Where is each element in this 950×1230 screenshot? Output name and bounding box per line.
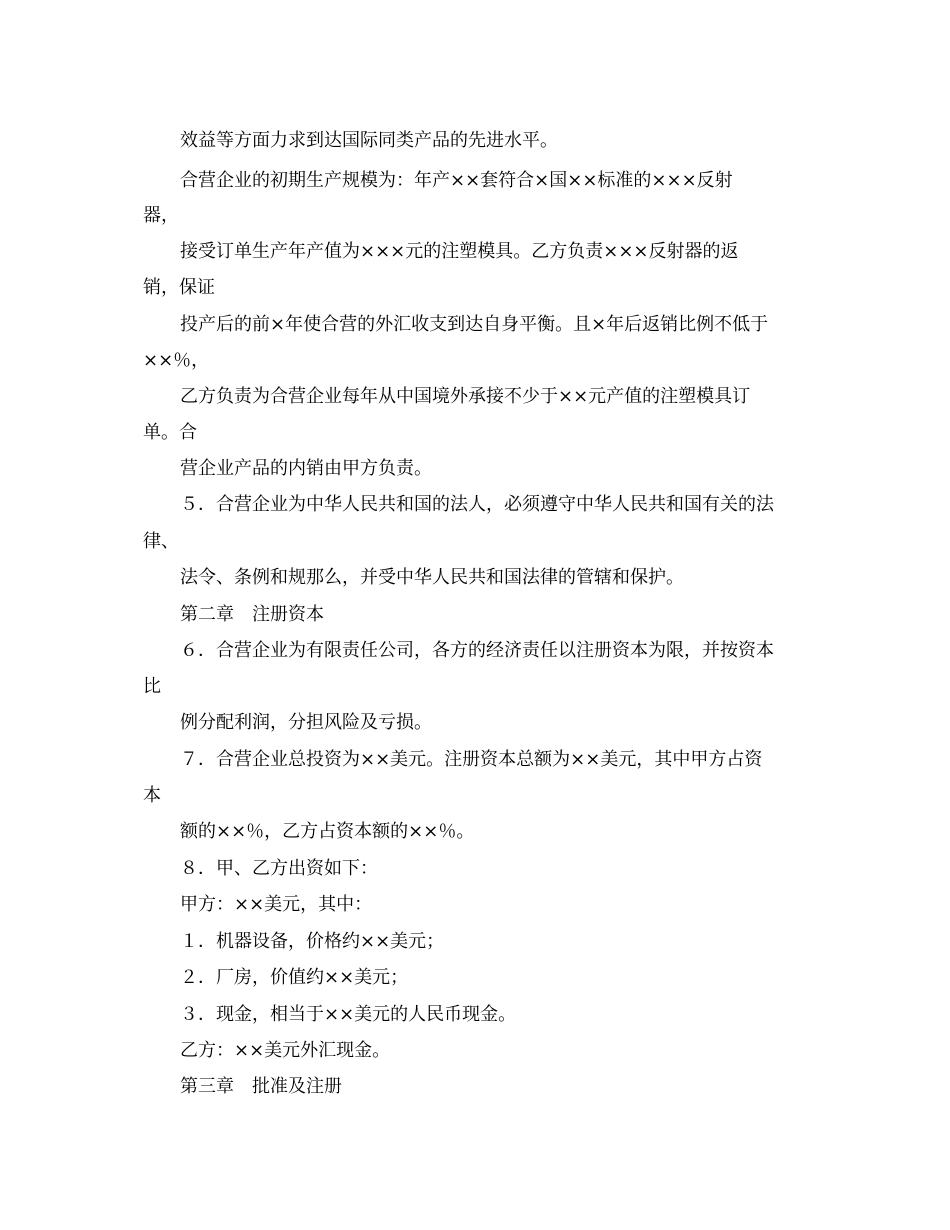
chapter-heading: 第三章 批准及注册 xyxy=(180,1076,342,1097)
paragraph-line: 营企业产品的内销由甲方负责。 xyxy=(180,458,432,479)
paragraph-line: 效益等方面力求到达国际同类产品的先进水平。 xyxy=(180,130,558,151)
paragraph-line: 器， xyxy=(143,205,179,226)
chapter-heading: 第二章 注册资本 xyxy=(180,604,324,625)
paragraph-line: ５．合营企业为中华人民共和国的法人，必须遵守中华人民共和国有关的法 xyxy=(180,494,774,515)
paragraph-line: ××％， xyxy=(143,350,210,371)
paragraph-line: 比 xyxy=(143,676,161,697)
list-item: ２．厂房，价值约××美元； xyxy=(180,967,409,988)
paragraph-line: 单。合 xyxy=(143,422,197,443)
paragraph-line: 额的××％，乙方占资本额的××％。 xyxy=(180,821,475,842)
list-item: ３．现金，相当于××美元的人民币现金。 xyxy=(180,1004,517,1025)
paragraph-line: ８．甲、乙方出资如下： xyxy=(180,858,378,879)
paragraph-line: 甲方：××美元，其中： xyxy=(180,894,373,915)
paragraph-line: ６．合营企业为有限责任公司，各方的经济责任以注册资本为限，并按资本 xyxy=(180,640,774,661)
paragraph-line: 接受订单生产年产值为×××元的注塑模具。乙方负责×××反射器的返 xyxy=(180,241,739,262)
paragraph-line: 乙方：××美元外汇现金。 xyxy=(180,1040,391,1061)
paragraph-line: 销，保证 xyxy=(143,277,215,298)
paragraph-line: 乙方负责为合营企业每年从中国境外承接不少于××元产值的注塑模具订 xyxy=(180,386,751,407)
paragraph-line: ７．合营企业总投资为××美元。注册资本总额为××美元，其中甲方占资 xyxy=(180,749,763,770)
list-item: １．机器设备，价格约××美元； xyxy=(180,931,445,952)
paragraph-line: 本 xyxy=(143,785,161,806)
paragraph-line: 投产后的前×年使合营的外汇收支到达自身平衡。且×年后返销比例不低于 xyxy=(180,314,769,335)
paragraph-line: 合营企业的初期生产规模为：年产××套符合×国××标准的×××反射 xyxy=(180,170,733,191)
paragraph-line: 例分配利润，分担风险及亏损。 xyxy=(180,712,432,733)
paragraph-line: 法令、条例和规那么，并受中华人民共和国法律的管辖和保护。 xyxy=(180,567,684,588)
paragraph-line: 律、 xyxy=(143,531,179,552)
